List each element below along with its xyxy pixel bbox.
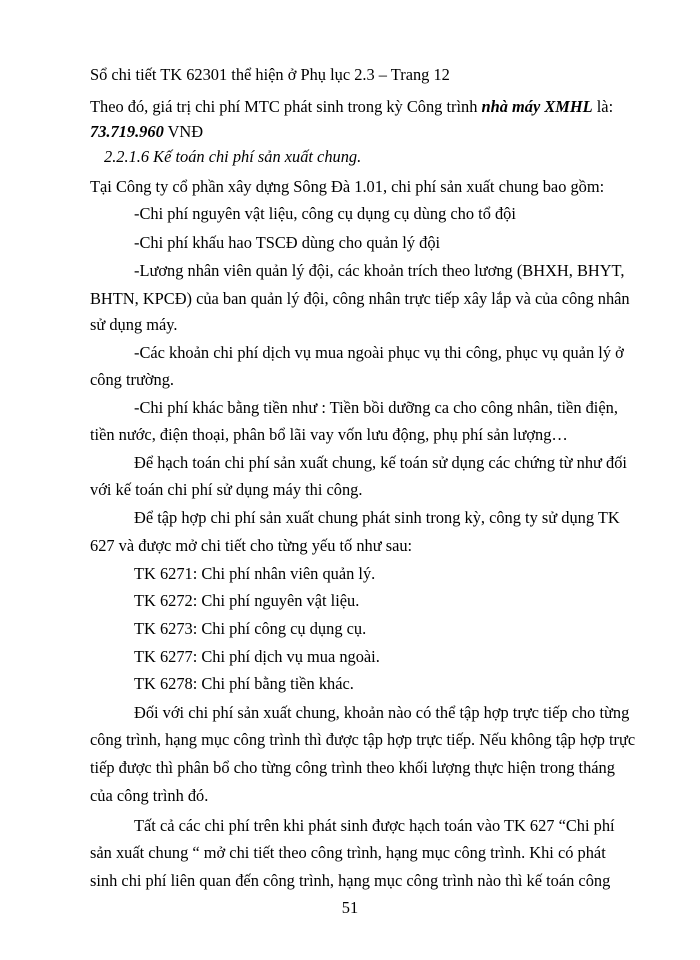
account-item: TK 6273: Chi phí công cụ dụng cụ.: [134, 619, 367, 638]
account-item: TK 6271: Chi phí nhân viên quản lý.: [134, 564, 376, 583]
text-line: tiếp được thì phân bổ cho từng công trình theo khối lượng thực hiện trong tháng: [90, 758, 615, 777]
section-heading: 2.2.1.6 Kế toán chi phí sản xuất chung.: [104, 147, 362, 166]
text-line: BHTN, KPCĐ) của ban quản lý đội, công nhân trực tiếp xây lắp và của công nhân: [90, 289, 630, 308]
text-line: Để tập hợp chi phí sản xuất chung phát sinh trong kỳ, công ty sử dụng TK: [134, 508, 620, 527]
text-line: sinh chi phí liên quan đến công trình, hạng mục công trình nào thì kế toán công: [90, 871, 611, 890]
text-line: [90, 97, 613, 117]
list-item: -Các khoản chi phí dịch vụ mua ngoài phục vụ thi công, phục vụ quản lý ở: [134, 343, 624, 362]
project-name: nhà máy XMHL: [481, 97, 593, 116]
text-line: sản xuất chung “ mở chi tiết theo công trình, hạng mục công trình. Khi có phát: [90, 843, 606, 862]
text-line: tiền nước, điện thoại, phân bổ lãi vay vốn lưu động, phụ phí sản lượng…: [90, 425, 568, 444]
list-item: -Chi phí nguyên vật liệu, công cụ dụng cụ dùng cho tổ đội: [134, 204, 516, 223]
account-item: TK 6277: Chi phí dịch vụ mua ngoài.: [134, 647, 380, 666]
text-line: sử dụng máy.: [90, 315, 178, 334]
text-line: [90, 122, 203, 142]
text-line: công trường.: [90, 370, 175, 389]
text-line: Sổ chi tiết TK 62301 thể hiện ở Phụ lục 2.3 – Trang 12: [90, 65, 450, 84]
text-line: Tất cả các chi phí trên khi phát sinh được hạch toán vào TK 627 “Chi phí: [134, 816, 615, 835]
currency: VNĐ: [163, 122, 204, 141]
text-line: Để hạch toán chi phí sản xuất chung, kế toán sử dụng các chứng từ như đối: [134, 453, 627, 472]
text-line: Đối với chi phí sản xuất chung, khoản nào có thể tập hợp trực tiếp cho từng: [134, 703, 630, 722]
list-item: -Chi phí khấu hao TSCĐ dùng cho quản lý đội: [134, 233, 441, 252]
account-item: TK 6272: Chi phí nguyên vật liệu.: [134, 591, 360, 610]
list-item: -Chi phí khác bằng tiền như : Tiền bồi dưỡng ca cho công nhân, tiền điện,: [134, 398, 618, 417]
page-number: 51: [341, 898, 359, 917]
text-line: của công trình đó.: [90, 786, 209, 805]
list-item: -Lương nhân viên quản lý đội, các khoản trích theo lương (BHXH, BHYT,: [134, 261, 625, 280]
text-line: công trình, hạng mục công trình thì được tập hợp trực tiếp. Nếu không tập hợp trực: [90, 730, 636, 749]
text-line: với kế toán chi phí sử dụng máy thi công.: [90, 480, 363, 499]
text-line: Tại Công ty cổ phần xây dựng Sông Đà 1.01, chi phí sản xuất chung bao gồm:: [90, 177, 605, 196]
account-item: TK 6278: Chi phí bằng tiền khác.: [134, 674, 354, 693]
cost-amount: 73.719.960: [90, 122, 164, 141]
text-line: 627 và được mở chi tiết cho từng yếu tố như sau:: [90, 536, 413, 555]
text-run: là:: [592, 97, 614, 116]
text-run: Theo đó, giá trị chi phí MTC phát sinh trong kỳ Công trình: [90, 97, 482, 116]
